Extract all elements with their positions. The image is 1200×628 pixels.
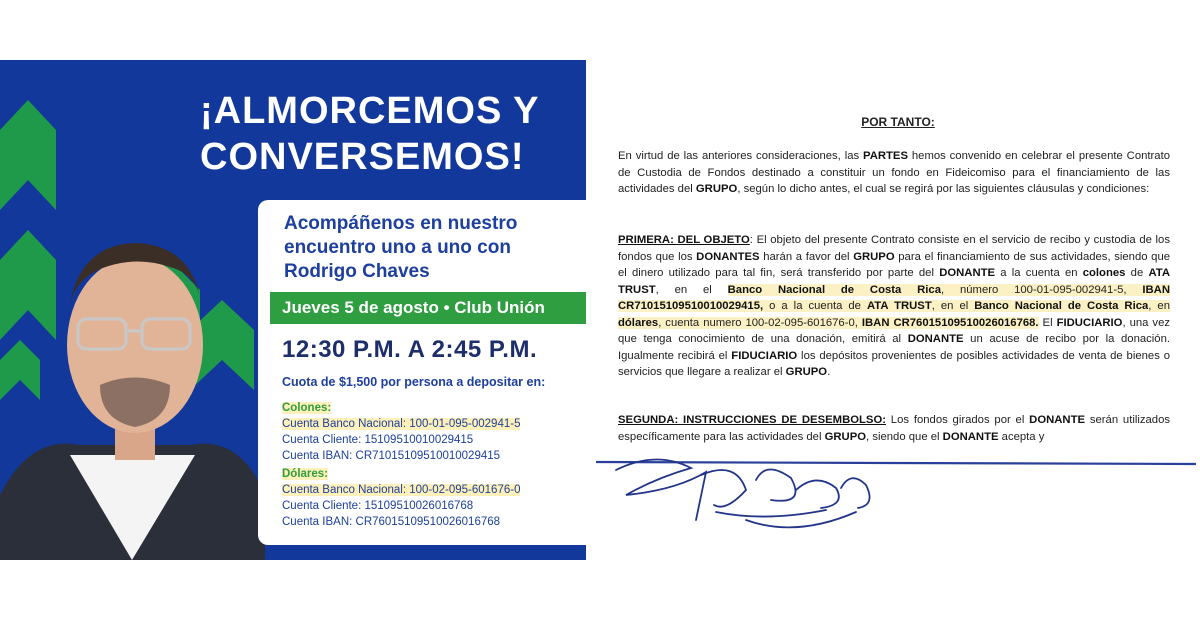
dolares-client-account: Cuenta Cliente: 15109510026016768 — [282, 500, 474, 512]
contract-clause-primera: PRIMERA: DEL OBJETO: El objeto del presente Contrato consiste en el servicio de recibo y custodia de los fondos que los DONANTES harán a favor del GRUPO para el financiamiento de sus actividades, siendo que el dinero utilizado para tal fin, será transferido por parte del DONANTE a la cuenta en colones de ATA TRUST, en el Banco Nacional de Costa Rica, número 100-01-095-002941-5, IBAN CR71015109510010029415, o a la cuenta de ATA TRUST, en el Banco Nacional de Costa Rica, en dólares, cuenta numero 100-02-095-601676-0, IBAN CR76015109510026016768. El FIDUCIARIO, una vez que tenga conocimiento de una donación, emitirá al DONANTE un acuse de recibo por la donación. Igualmente recibirá el FIDUCIARIO los depósitos provenientes de posibles actividades de venta de bienes o servicios que llegare a realizar el GRUPO. — [618, 234, 1171, 378]
colones-iban: Cuenta IBAN: CR71015109510010029415 — [282, 450, 501, 462]
dolares-label: Dólares: — [282, 468, 329, 480]
intro-line-2: encuentro uno a uno con — [284, 237, 511, 258]
intro-line-3: Rodrigo Chaves — [284, 261, 430, 282]
event-date-venue: Jueves 5 de agosto • Club Unión — [270, 292, 586, 324]
flyer-headline — [200, 88, 580, 180]
event-flyer — [0, 60, 586, 560]
event-time: 12:30 P.M. A 2:45 P.M. — [282, 336, 538, 363]
candidate-portrait — [0, 195, 265, 560]
contract-page — [596, 70, 1200, 560]
event-info-card — [258, 200, 586, 545]
colones-label: Colones: — [282, 402, 332, 414]
headline-line-2: CONVERSEMOS! — [200, 136, 525, 178]
headline-line-1: ¡ALMORCEMOS Y — [200, 90, 540, 132]
colones-client-account: Cuenta Cliente: 15109510010029415 — [282, 434, 474, 446]
donation-amount: Cuota de $1,500 por persona a depositar en: — [282, 375, 546, 389]
dolares-account: Cuenta Banco Nacional: 100-02-095-601676-0 — [282, 484, 521, 496]
dolares-iban: Cuenta IBAN: CR76015109510026016768 — [282, 516, 501, 528]
contract-clause-segunda: SEGUNDA: INSTRUCCIONES DE DESEMBOLSO: Los fondos girados por el DONANTE serán utilizados específicamente para las actividades del GRUPO, siendo que el DONANTE acepta y — [618, 414, 1171, 443]
colones-account: Cuenta Banco Nacional: 100-01-095-002941-5 — [282, 418, 521, 430]
contract-paragraph-intro: En virtud de las anteriores consideraciones, las PARTES hemos convenido en celebrar el presente Contrato de Custodia de Fondos destinado a constituir un fondo en Fideicomiso para el financiamiento de las actividades del GRUPO, según lo dicho antes, el cual se regirá por las siguientes cláusulas y condiciones: — [618, 150, 1170, 195]
intro-line-1: Acompáñenos en nuestro — [284, 213, 518, 234]
intro-text — [284, 212, 584, 284]
handwritten-signature-icon — [596, 450, 1200, 560]
contract-section-title: POR TANTO: — [861, 115, 935, 129]
